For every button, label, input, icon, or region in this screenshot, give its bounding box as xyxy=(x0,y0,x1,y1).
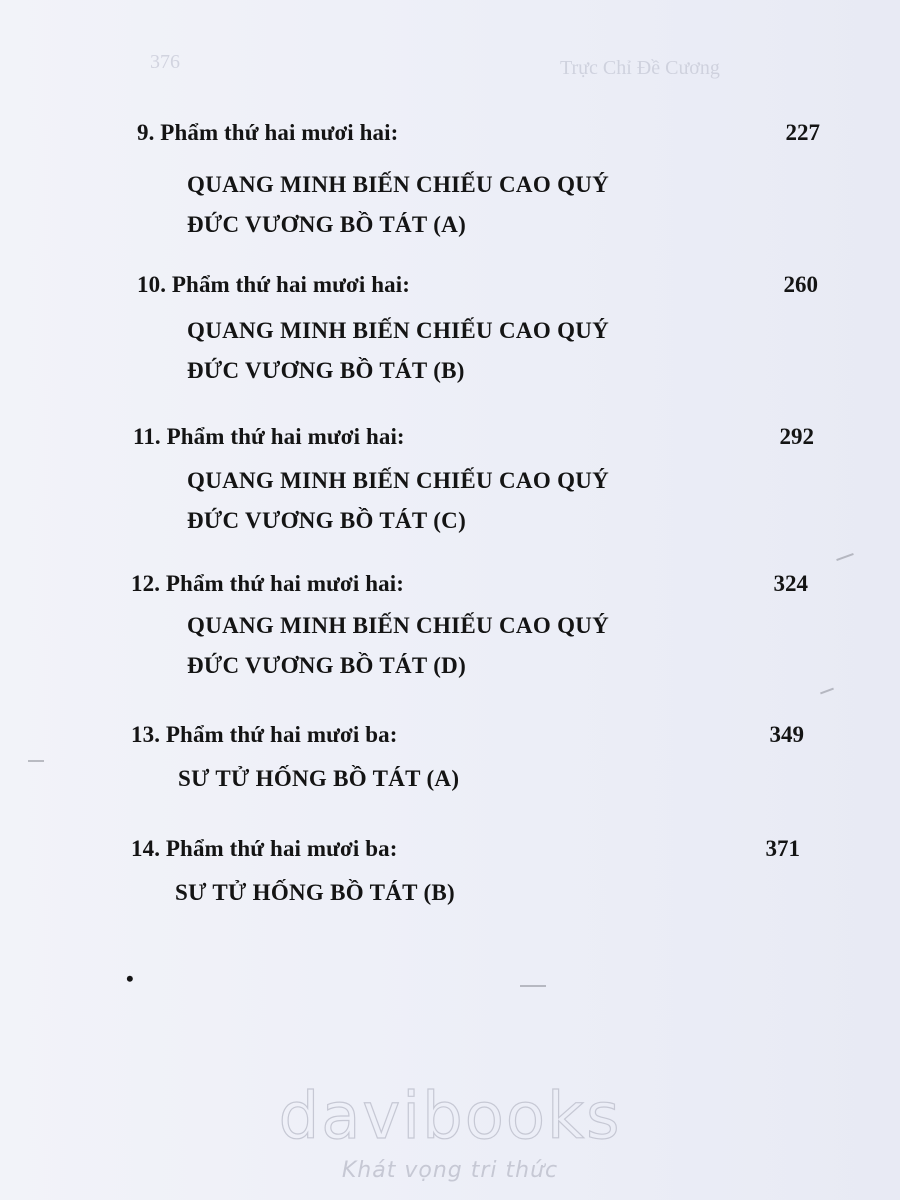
entry-title-line: QUANG MINH BIẾN CHIẾU CAO QUÝ xyxy=(187,172,610,197)
ghost-page-number: 376 xyxy=(150,51,180,73)
entry-title-line: ĐỨC VƯƠNG BỒ TÁT (D) xyxy=(187,653,467,678)
entry-page-number: 260 xyxy=(783,272,818,297)
entry-heading: 13. Phẩm thứ hai mươi ba: xyxy=(131,722,398,747)
scan-mark xyxy=(28,760,44,762)
bullet-mark: • xyxy=(126,966,134,991)
entry-page-number: 371 xyxy=(765,836,800,861)
entry-title-line: ĐỨC VƯƠNG BỒ TÁT (C) xyxy=(187,508,467,533)
entry-heading: 12. Phẩm thứ hai mươi hai: xyxy=(131,571,404,596)
watermark-logo: davibooks xyxy=(278,1080,622,1154)
entry-page-number: 349 xyxy=(769,722,804,747)
entry-heading: 9. Phẩm thứ hai mươi hai: xyxy=(137,120,399,145)
scan-mark xyxy=(820,688,834,695)
entry-title-line: ĐỨC VƯƠNG BỒ TÁT (A) xyxy=(187,212,467,237)
watermark-tagline: Khát vọng tri thức xyxy=(341,1158,559,1183)
entry-page-number: 227 xyxy=(785,120,820,145)
entry-title-line: ĐỨC VƯƠNG BỒ TÁT (B) xyxy=(187,358,465,383)
entry-title-line: SƯ TỬ HỐNG BỒ TÁT (A) xyxy=(178,766,460,791)
ghost-running-head: Trực Chỉ Đề Cương xyxy=(560,57,720,79)
entry-heading: 10. Phẩm thứ hai mươi hai: xyxy=(137,272,410,297)
entry-title-line: QUANG MINH BIẾN CHIẾU CAO QUÝ xyxy=(187,468,610,493)
entry-heading: 11. Phẩm thứ hai mươi hai: xyxy=(133,424,405,449)
entry-page-number: 324 xyxy=(773,571,808,596)
entry-title-line: QUANG MINH BIẾN CHIẾU CAO QUÝ xyxy=(187,613,610,638)
entry-page-number: 292 xyxy=(779,424,814,449)
entry-title-line: SƯ TỬ HỐNG BỒ TÁT (B) xyxy=(175,880,456,905)
scan-mark xyxy=(836,553,854,561)
entry-title-line: QUANG MINH BIẾN CHIẾU CAO QUÝ xyxy=(187,318,610,343)
scan-mark xyxy=(520,985,546,987)
entry-heading: 14. Phẩm thứ hai mươi ba: xyxy=(131,836,398,861)
